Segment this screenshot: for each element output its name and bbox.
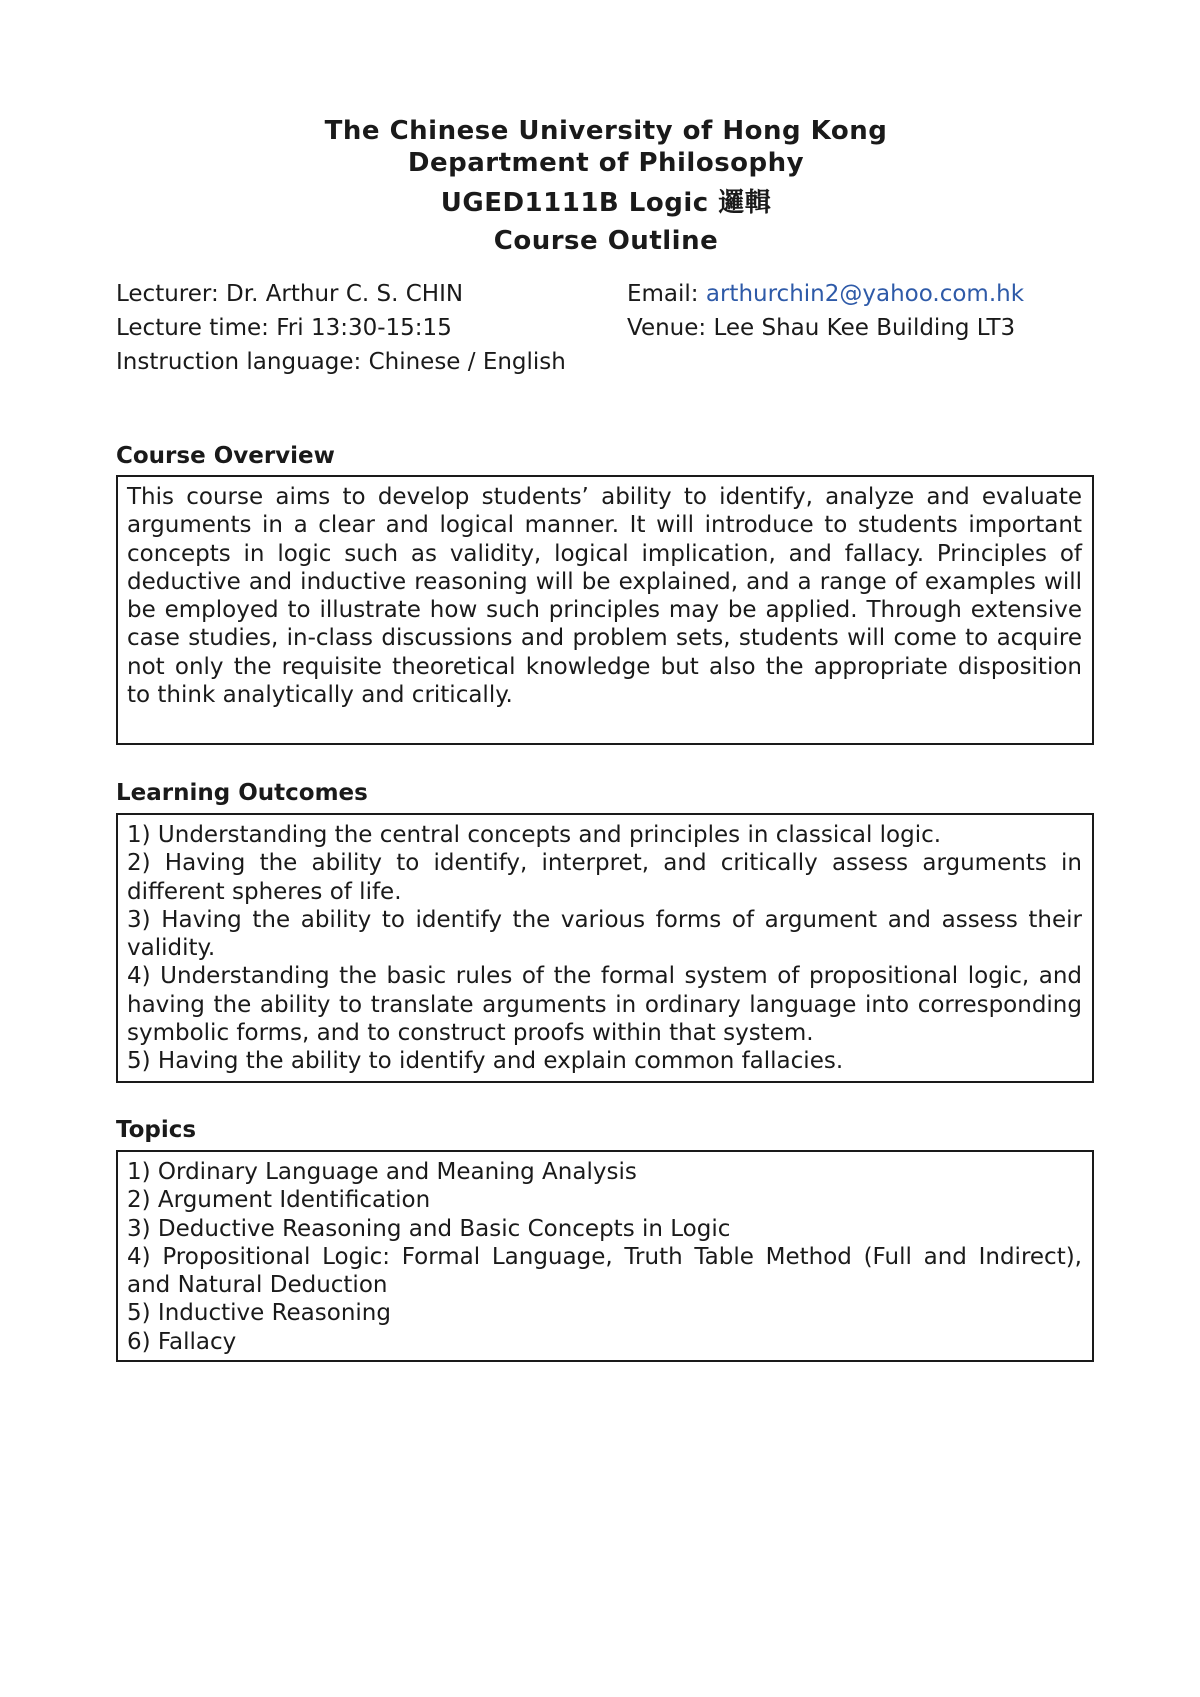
topic-item: 1) Ordinary Language and Meaning Analysis: [127, 1159, 637, 1185]
learning-outcome-item: 2) Having the ability to identify, interpret, and critically assess arguments in different spheres of life.: [127, 850, 1082, 905]
learning-outcome-item: 1) Understanding the central concepts and principles in classical logic.: [127, 822, 942, 848]
email-link[interactable]: arthurchin2@yahoo.com.hk: [705, 281, 1025, 307]
email-label: Email:: [627, 281, 706, 307]
topic-item: 4) Propositional Logic: Formal Language, Truth Table Method (Full and Indirect), and Natural Deduction: [127, 1243, 1082, 1299]
lecturer-line: [116, 279, 463, 309]
instruction-language: Chinese / English: [368, 349, 566, 375]
topic-item: 6) Fallacy: [127, 1328, 237, 1355]
topic-item: 5) Inductive Reasoning: [127, 1300, 391, 1327]
venue: Lee Shau Kee Building LT3: [713, 315, 1016, 341]
lecture-time-line: [116, 313, 452, 343]
course-overview-heading: Course Overview: [116, 443, 335, 469]
lecturer-name: Dr. Arthur C. S. CHIN: [226, 281, 464, 307]
department-title: Department of Philosophy: [407, 148, 805, 178]
instruction-language-line: [116, 347, 566, 377]
instruction-language-label: Instruction language:: [116, 349, 369, 375]
topics-heading: Topics: [116, 1117, 197, 1143]
topic-item: 3) Deductive Reasoning and Basic Concepts in Logic: [127, 1215, 731, 1242]
course-title: UGED1111B Logic 邏輯: [440, 188, 772, 218]
lecture-time: Fri 13:30-15:15: [276, 315, 452, 341]
venue-label: Venue:: [627, 315, 714, 341]
topics-box: [116, 1150, 1094, 1362]
learning-outcomes-box: [116, 813, 1094, 1083]
learning-outcome-item: 4) Understanding the basic rules of the formal system of propositional logic, and having the ability to translate arguments in ordinary language into corresponding symbolic forms, and to construct proofs within that system.: [127, 963, 1082, 1047]
course-overview-box: [116, 475, 1094, 745]
learning-outcome-item: 5) Having the ability to identify and explain common fallacies.: [127, 1048, 844, 1075]
course-overview-text: This course aims to develop students’ ability to identify, analyze and evaluate arguments in a clear and logical manner. It will introduce to students important concepts in logic such as validity, logical implication, and fallacy. Principles of deductive and inductive reasoning will be explained, and a range of examples will be employed to illustrate how such principles may be applied. Through extensive case studies, in-class discussions and problem sets, students will come to acquire not only the requisite theoretical knowledge but also the appropriate disposition to think analytically and critically.: [127, 484, 1082, 709]
learning-outcomes-heading: Learning Outcomes: [116, 780, 368, 806]
learning-outcome-item: 3) Having the ability to identify the various forms of argument and assess their validity.: [127, 906, 1082, 962]
learning-outcomes-list: [127, 821, 1082, 1076]
lecture-time-label: Lecture time:: [116, 315, 277, 341]
lecturer-label: Lecturer:: [116, 281, 227, 307]
email-line: [627, 279, 1024, 309]
topics-list: [127, 1158, 1082, 1356]
university-title: The Chinese University of Hong Kong: [324, 116, 888, 146]
topic-item: 2) Argument Identification: [127, 1187, 431, 1214]
venue-line: [627, 313, 1015, 343]
document-title: Course Outline: [493, 226, 719, 256]
